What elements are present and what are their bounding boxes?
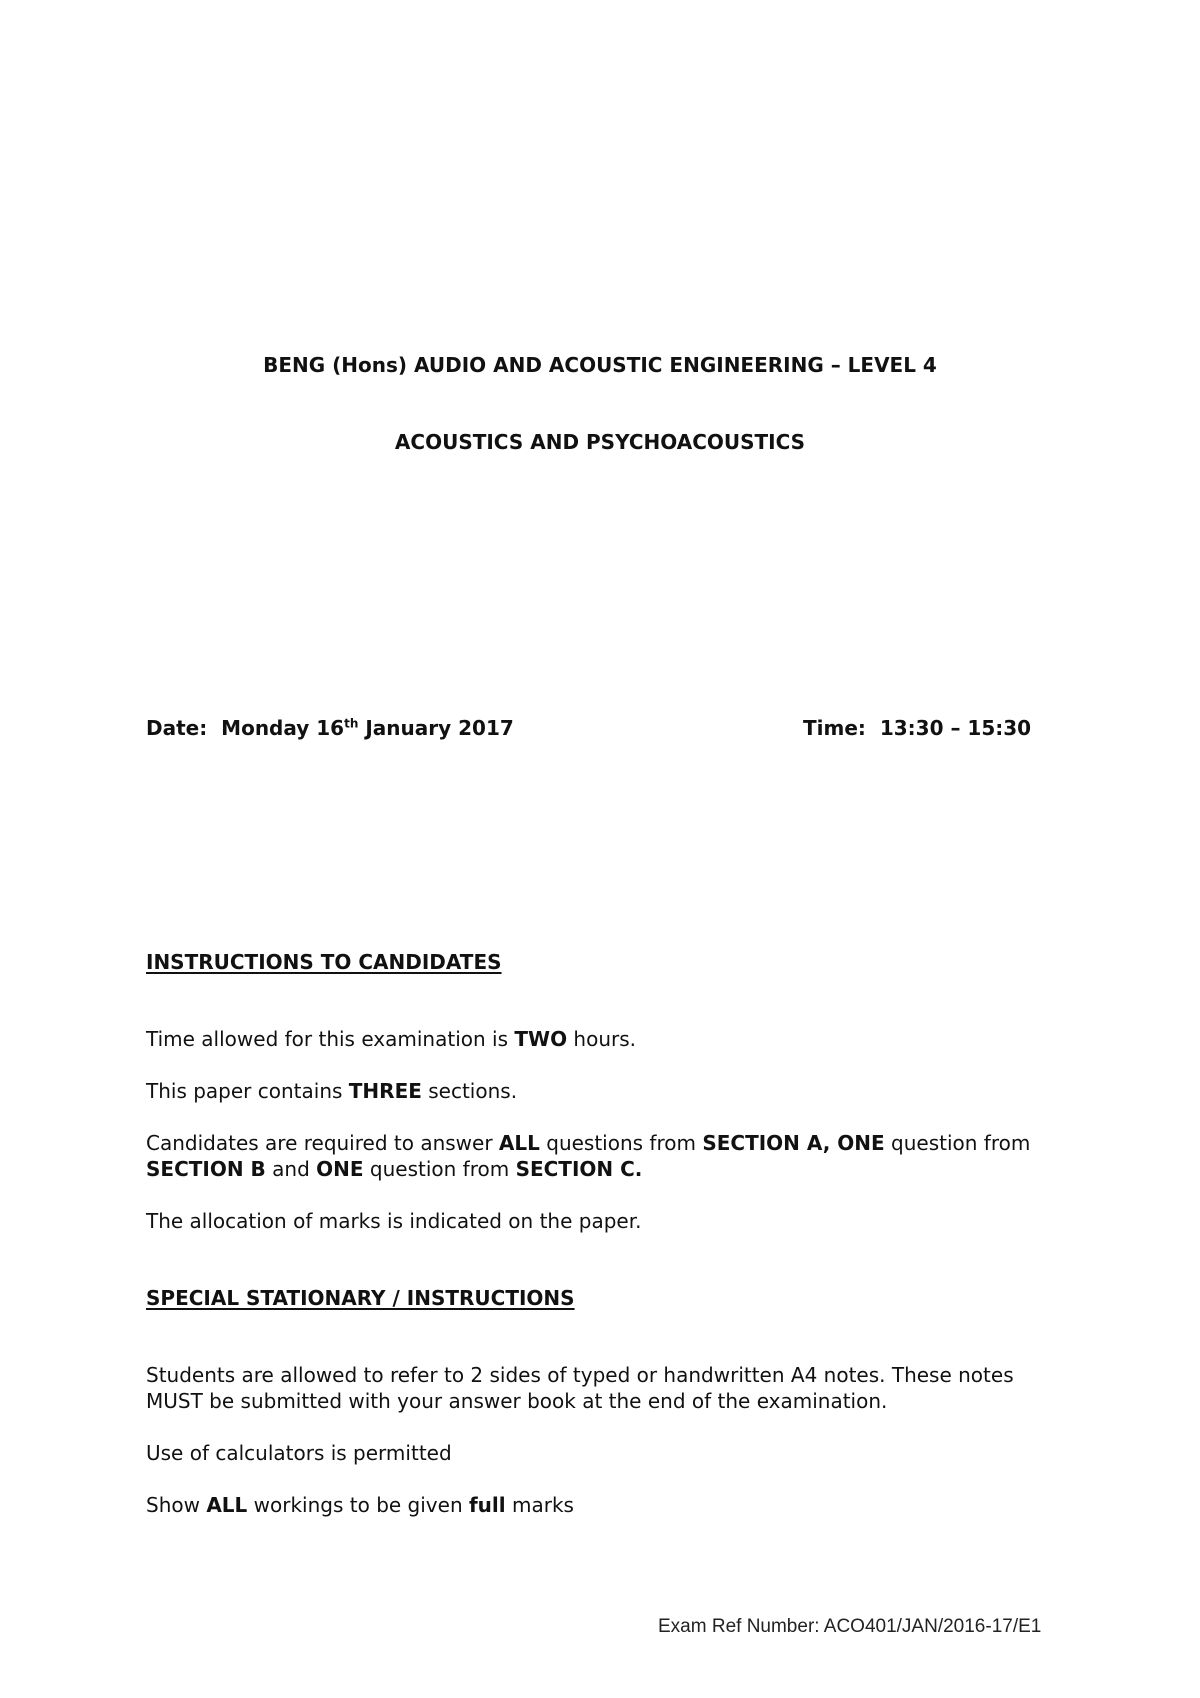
time-value: 13:30 – 15:30 <box>879 716 1032 740</box>
date-month-year: January 2017 <box>358 716 514 740</box>
special-notes-line-2: MUST be submitted with your answer book at the end of the examination. <box>146 1389 888 1413</box>
special-workings: Show ALL workings to be given full marks <box>146 1493 574 1517</box>
instruction-marks-allocation: The allocation of marks is indicated on the paper. <box>146 1209 642 1233</box>
instruction-answer-line-2: SECTION B and ONE question from SECTION C. <box>146 1157 643 1181</box>
instructions-heading: INSTRUCTIONS TO CANDIDATES <box>146 950 502 974</box>
module-title: ACOUSTICS AND PSYCHOACOUSTICS <box>394 430 806 454</box>
time-label: Time: <box>803 716 866 740</box>
exam-date <box>146 716 514 740</box>
instruction-answer-line-1: Candidates are required to answer ALL questions from SECTION A, ONE question from <box>146 1131 1031 1155</box>
special-calculators: Use of calculators is permitted <box>146 1441 452 1465</box>
exam-time <box>803 716 1031 740</box>
programme-title: BENG (Hons) AUDIO AND ACOUSTIC ENGINEERING – LEVEL 4 <box>263 353 937 377</box>
instruction-sections: This paper contains THREE sections. <box>146 1079 518 1103</box>
date-ordinal: th <box>344 716 359 731</box>
special-notes-line-1: Students are allowed to refer to 2 sides of typed or handwritten A4 notes. These notes <box>146 1363 1014 1387</box>
special-heading: SPECIAL STATIONARY / INSTRUCTIONS <box>146 1286 575 1310</box>
exam-ref-number: Exam Ref Number: ACO401/JAN/2016-17/E1 <box>658 1616 1042 1637</box>
date-day: Monday 16 <box>221 716 345 740</box>
date-label: Date: <box>146 716 208 740</box>
instruction-time-allowed: Time allowed for this examination is TWO hours. <box>146 1027 637 1051</box>
